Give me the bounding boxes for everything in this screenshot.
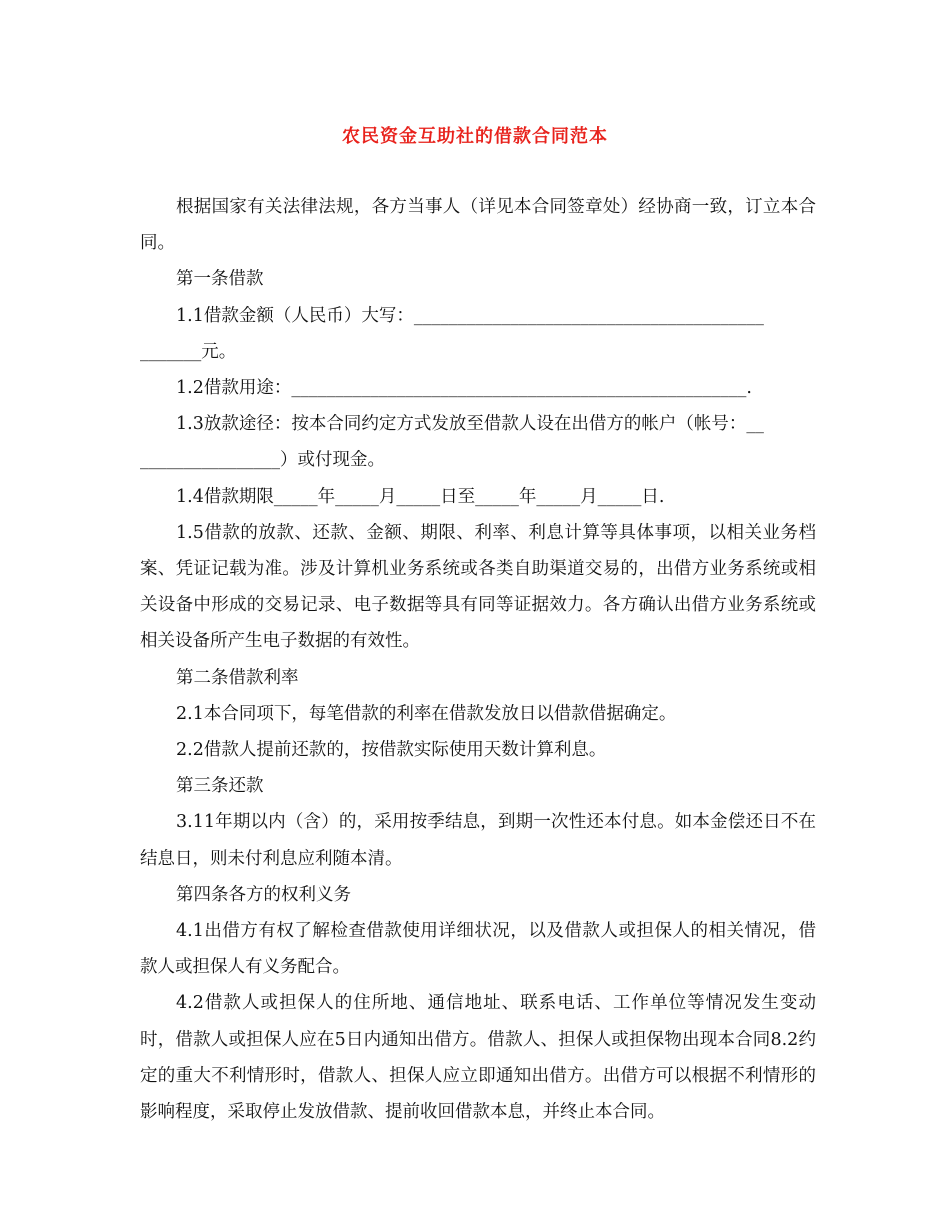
clause-1-1 [140,298,816,370]
clause-1-3 [140,406,816,478]
clause-1-4: 1.4借款期限_____年_____月_____日至_____年_____月_____日. [176,486,665,507]
clause-4-2: 4.2借款人或担保人的住所地、通信地址、联系电话、工作单位等情况发生变动时，借款人或担保人应在5日内通知出借方。借款人、担保人或担保物出现本合同8.2约定的重大不利情形时，借款人、担保人应立即通知出借方。出借方可以根据不利情形的影响程度，采取停止发放借款、提前收回借款本息，并终止本合同。 [140,993,816,1123]
clause-4-1: 4.1出借方有权了解检查借款使用详细状况，以及借款人或担保人的相关情况，借款人或担保人有义务配合。 [140,921,816,978]
clause-2-1: 2.1本合同项下，每笔借款的利率在借款发放日以借款借据确定。 [176,703,677,724]
document-title: 农民资金互助社的借款合同范本 [342,126,608,147]
article-1-heading: 第一条借款 [176,269,264,290]
article-4-heading: 第四条各方的权利义务 [176,884,351,905]
clause-1-3-line1: 1.3放款途径：按本合同约定方式发放至借款人设在出借方的帐户（帐号：__ [176,414,764,435]
intro-paragraph: 根据国家有关法律法规，各方当事人（详见本合同签章处）经协商一致，订立本合同。 [140,197,816,254]
document-body [140,189,816,1130]
clause-3-1: 3.11年期以内（含）的，采用按季结息，到期一次性还本付息。如本金偿还日不在结息日，则未付利息应利随本清。 [140,812,816,869]
clause-1-1-line2: _______元。 [140,341,237,362]
clause-1-3-line2: ________________）或付现金。 [140,450,385,471]
clause-1-2: 1.2借款用途：____________________________________________________. [176,378,752,399]
clause-1-5: 1.5借款的放款、还款、金额、期限、利率、利息计算等具体事项，以相关业务档案、凭证记载为准。涉及计算机业务系统或各类自助渠道交易的，出借方业务系统或相关设备中形成的交易记录、电子数据等具有同等证据效力。各方确认出借方业务系统或相关设备所产生电子数据的有效性。 [140,522,816,652]
article-2-heading: 第二条借款利率 [176,667,299,688]
clause-1-1-line1: 1.1借款金额（人民币）大写：________________________________________ [176,305,764,326]
clause-2-2: 2.2借款人提前还款的，按借款实际使用天数计算利息。 [176,740,607,761]
article-3-heading: 第三条还款 [176,776,264,797]
